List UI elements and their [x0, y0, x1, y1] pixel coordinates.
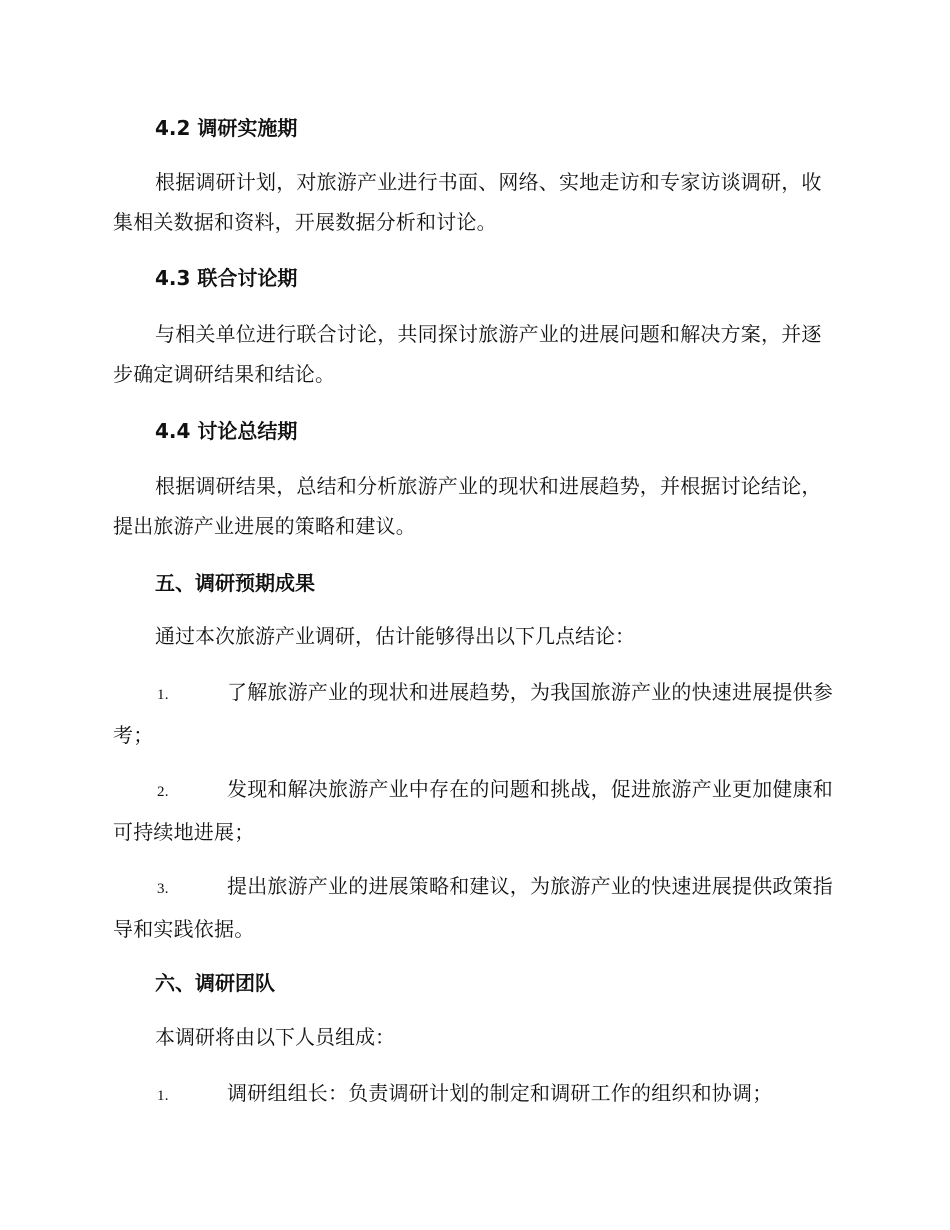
list-item: [113, 1073, 837, 1116]
list-item-number: 1.: [157, 687, 169, 703]
list-item-number: 2.: [157, 784, 169, 800]
list-item-number: 3.: [157, 881, 169, 897]
list-item: [113, 866, 837, 949]
section-heading-4-4: 4.4 讨论总结期: [155, 419, 298, 443]
section-heading-4-2: 4.2 调研实施期: [155, 116, 298, 140]
list-item: [113, 769, 837, 852]
list-item-text: 调研组组长：负责调研计划的制定和调研工作的组织和协调；: [227, 1081, 773, 1105]
list-item: [113, 672, 837, 755]
section-heading-6: 六、调研团队: [155, 971, 275, 995]
section-body-4-2: 根据调研计划，对旅游产业进行书面、网络、实地走访和专家访谈调研，收集相关数据和资料，开展数据分析和讨论。: [113, 170, 822, 234]
list-item-number: 1.: [157, 1088, 169, 1104]
section-heading-5: 五、调研预期成果: [155, 571, 315, 595]
list-item-text: 提出旅游产业的进展策略和建议，为旅游产业的快速进展提供政策指导和实践依据。: [113, 874, 833, 941]
section-heading-4-3: 4.3 联合讨论期: [155, 266, 298, 290]
list-item-text: 发现和解决旅游产业中存在的问题和挑战，促进旅游产业更加健康和可持续地进展；: [113, 777, 833, 844]
section-body-4-4: 根据调研结果，总结和分析旅游产业的现状和进展趋势，并根据讨论结论，提出旅游产业进展的策略和建议。: [113, 474, 822, 538]
section-body-4-3: 与相关单位进行联合讨论，共同探讨旅游产业的进展问题和解决方案，并逐步确定调研结果和结论。: [113, 322, 822, 386]
section-intro-5: 通过本次旅游产业调研，估计能够得出以下几点结论：: [155, 624, 635, 648]
list-item-text: 了解旅游产业的现状和进展趋势，为我国旅游产业的快速进展提供参考；: [113, 680, 833, 747]
section-intro-6: 本调研将由以下人员组成：: [155, 1025, 395, 1049]
